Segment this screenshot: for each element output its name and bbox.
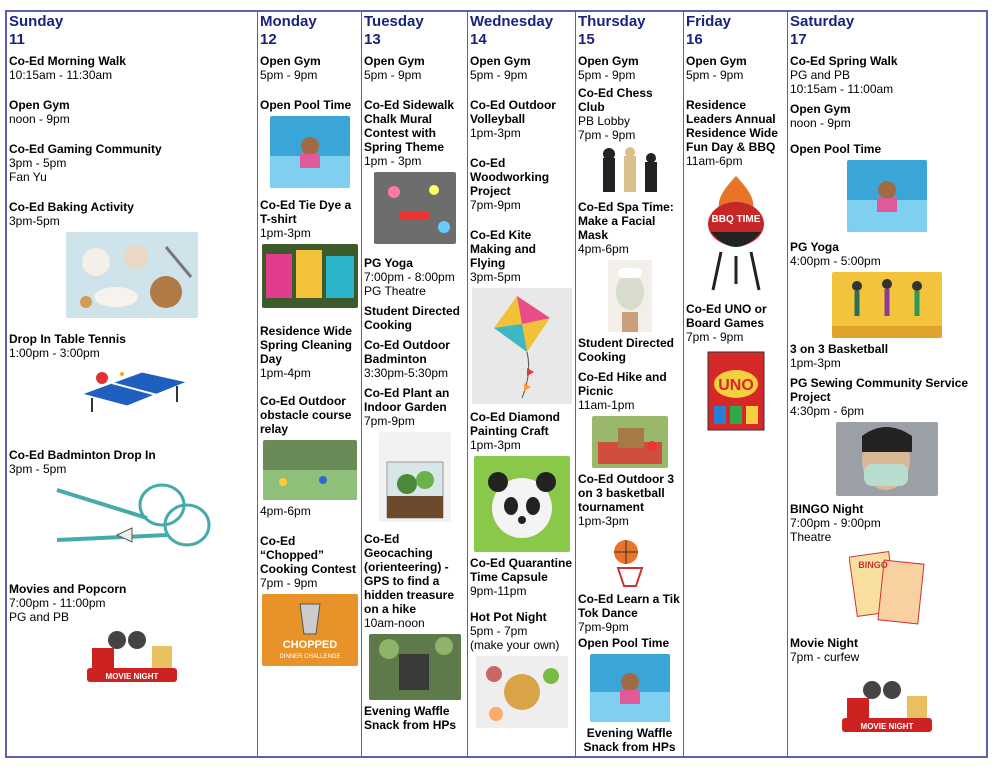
movie-night-text: MOVIE NIGHT bbox=[860, 722, 914, 731]
obstacle-course-image bbox=[263, 440, 357, 500]
day-name: Tuesday bbox=[364, 13, 424, 30]
bingo-logo-text: BINGO bbox=[858, 560, 888, 570]
day-date: 13 bbox=[364, 31, 381, 48]
event: Open Gym 5pm - 9pm bbox=[470, 54, 531, 82]
event: Co-Ed Diamond Painting Craft 1pm-3pm bbox=[470, 410, 573, 552]
day-date: 16 bbox=[686, 31, 703, 48]
event: Open Pool Time bbox=[790, 142, 984, 232]
terrarium-image bbox=[379, 432, 451, 522]
swimmer-image bbox=[847, 160, 927, 232]
event: Co-Ed Quarantine Time Capsule 9pm-11pm bbox=[470, 556, 573, 598]
event: Co-Ed Hike and Picnic 11am-1pm bbox=[578, 370, 681, 468]
event: BINGO Night 7:00pm - 9:00pm Theatre BINGO bbox=[790, 502, 984, 632]
day-date: 14 bbox=[470, 31, 487, 48]
tie-dye-image bbox=[262, 244, 358, 308]
day-name: Wednesday bbox=[470, 13, 554, 30]
bbq-grill-image bbox=[701, 172, 771, 292]
day-name: Monday bbox=[260, 13, 317, 30]
chess-image bbox=[597, 146, 663, 196]
day-date: 12 bbox=[260, 31, 277, 48]
swimmer-image bbox=[270, 116, 350, 188]
day-column-saturday bbox=[788, 12, 986, 756]
event: Movies and Popcorn 7:00pm - 11:00pm PG and PB MOVIE NIGHT bbox=[9, 582, 255, 688]
event: Residence Leaders Annual Residence Wide Fun Day & BBQ 11am-6pm BBQ TIME bbox=[686, 98, 785, 292]
event: Evening Waffle Snack from HPs bbox=[364, 704, 457, 732]
event: Co-Ed Tie Dye a T-shirt 1pm-3pm bbox=[260, 198, 359, 308]
day-column-sunday bbox=[7, 12, 258, 756]
event: Co-Ed Badminton Drop In 3pm - 5pm bbox=[9, 448, 255, 560]
day-column-wednesday bbox=[468, 12, 576, 756]
event: Co-Ed Gaming Community 3pm - 5pm Fan Yu bbox=[9, 142, 162, 184]
event: Co-Ed “Chopped” Cooking Contest 7pm - 9pm CHOPPED DINNER CHALLENGE bbox=[260, 534, 359, 666]
event: Co-Ed Baking Activity 3pm-5pm bbox=[9, 200, 255, 318]
event: Co-Ed Outdoor Volleyball 1pm-3pm bbox=[470, 98, 556, 140]
chopped-image bbox=[262, 594, 358, 666]
day-name: Saturday bbox=[790, 13, 855, 30]
event: Co-Ed Outdoor obstacle course relay 4pm-6pm bbox=[260, 394, 359, 518]
day-column-thursday bbox=[576, 12, 684, 756]
event: PG Sewing Community Service Project 4:30pm - 6pm bbox=[790, 376, 984, 496]
yoga-image bbox=[832, 272, 942, 338]
panda-diamond-image bbox=[474, 456, 570, 552]
event: Drop In Table Tennis 1:00pm - 3:00pm bbox=[9, 332, 255, 414]
event: Co-Ed Outdoor 3 on 3 basketball tournament 1pm-3pm bbox=[578, 472, 681, 588]
event: Open Pool Time bbox=[578, 636, 681, 722]
day-name: Thursday bbox=[578, 13, 646, 30]
event: Co-Ed Woodworking Project 7pm-9pm bbox=[470, 156, 550, 212]
day-name: Sunday bbox=[9, 13, 64, 30]
chalk-mural-image bbox=[374, 172, 456, 244]
event: Student Directed Cooking bbox=[364, 304, 461, 332]
day-date: 11 bbox=[9, 31, 25, 48]
event: Movie Night 7pm - curfew MOVIE NIGHT bbox=[790, 636, 984, 738]
chopped-logo-text: CHOPPED bbox=[282, 639, 337, 651]
picnic-image bbox=[592, 416, 668, 468]
event: Co-Ed Morning Walk 10:15am - 11:30am bbox=[9, 54, 126, 82]
event: Co-Ed Chess Club PB Lobby 7pm - 9pm bbox=[578, 86, 681, 196]
chopped-sub-text: DINNER CHALLENGE bbox=[278, 654, 341, 660]
day-name: Friday bbox=[686, 13, 732, 30]
event: 3 on 3 Basketball 1pm-3pm bbox=[790, 342, 889, 370]
event: Co-Ed Geocaching (orienteering) - GPS to find a hidden treasure on a hike 10am-noon bbox=[364, 532, 465, 700]
event: Co-Ed Spring Walk PG and PB 10:15am - 11:00am bbox=[790, 54, 898, 96]
badminton-image bbox=[52, 480, 212, 560]
event: Co-Ed Kite Making and Flying 3pm-5pm bbox=[470, 228, 573, 404]
movie-night-image bbox=[82, 628, 182, 688]
event: Open Gym noon - 9pm bbox=[790, 102, 851, 130]
event: Student Directed Cooking bbox=[578, 336, 675, 364]
event: Open Gym 5pm - 9pm bbox=[260, 54, 321, 82]
hot-pot-image bbox=[476, 656, 568, 728]
baking-image bbox=[66, 232, 198, 318]
day-date: 17 bbox=[790, 31, 807, 48]
geocaching-image bbox=[369, 634, 461, 700]
event: Co-Ed UNO or Board Games 7pm - 9pm UNO bbox=[686, 302, 785, 432]
event: Residence Wide Spring Cleaning Day 1pm-4pm bbox=[260, 324, 353, 380]
face-mask-spa-image bbox=[608, 260, 652, 332]
day-date: 15 bbox=[578, 31, 595, 48]
face-mask-image bbox=[836, 422, 938, 496]
table-tennis-image bbox=[72, 364, 192, 414]
event: Open Gym noon - 9pm bbox=[9, 98, 70, 126]
day-column-tuesday bbox=[362, 12, 468, 756]
event: Co-Ed Outdoor Badminton 3:30pm-5:30pm bbox=[364, 338, 450, 380]
bingo-cards-image bbox=[849, 548, 925, 632]
basketball-image bbox=[600, 532, 660, 588]
uno-logo-text: UNO bbox=[717, 377, 754, 394]
event: Open Pool Time bbox=[260, 98, 359, 188]
event: Co-Ed Learn a Tik Tok Dance 7pm-9pm bbox=[578, 592, 680, 634]
event: Co-Ed Spa Time: Make a Facial Mask 4pm-6pm bbox=[578, 200, 681, 332]
event: PG Yoga 4:00pm - 5:00pm bbox=[790, 240, 984, 338]
event: PG Yoga 7:00pm - 8:00pm PG Theatre bbox=[364, 256, 455, 298]
event: Open Gym 5pm - 9pm bbox=[578, 54, 639, 82]
bbq-time-text: BBQ TIME bbox=[711, 214, 760, 225]
event: Open Gym 5pm - 9pm bbox=[364, 54, 425, 82]
swimmer-image bbox=[590, 654, 670, 722]
calendar-grid bbox=[5, 10, 988, 758]
movie-night-text: MOVIE NIGHT bbox=[105, 672, 159, 681]
event: Open Gym 5pm - 9pm bbox=[686, 54, 747, 82]
event: Evening Waffle Snack from HPs bbox=[583, 726, 676, 754]
event: Co-Ed Sidewalk Chalk Mural Contest with Spring Theme 1pm - 3pm bbox=[364, 98, 465, 244]
day-column-monday bbox=[258, 12, 362, 756]
uno-box-image bbox=[704, 348, 768, 432]
day-column-friday bbox=[684, 12, 788, 756]
movie-night-image bbox=[837, 678, 937, 738]
event: Co-Ed Plant an Indoor Garden 7pm-9pm bbox=[364, 386, 465, 522]
kite-image bbox=[472, 288, 572, 404]
event: Hot Pot Night 5pm - 7pm (make your own) bbox=[470, 610, 573, 728]
